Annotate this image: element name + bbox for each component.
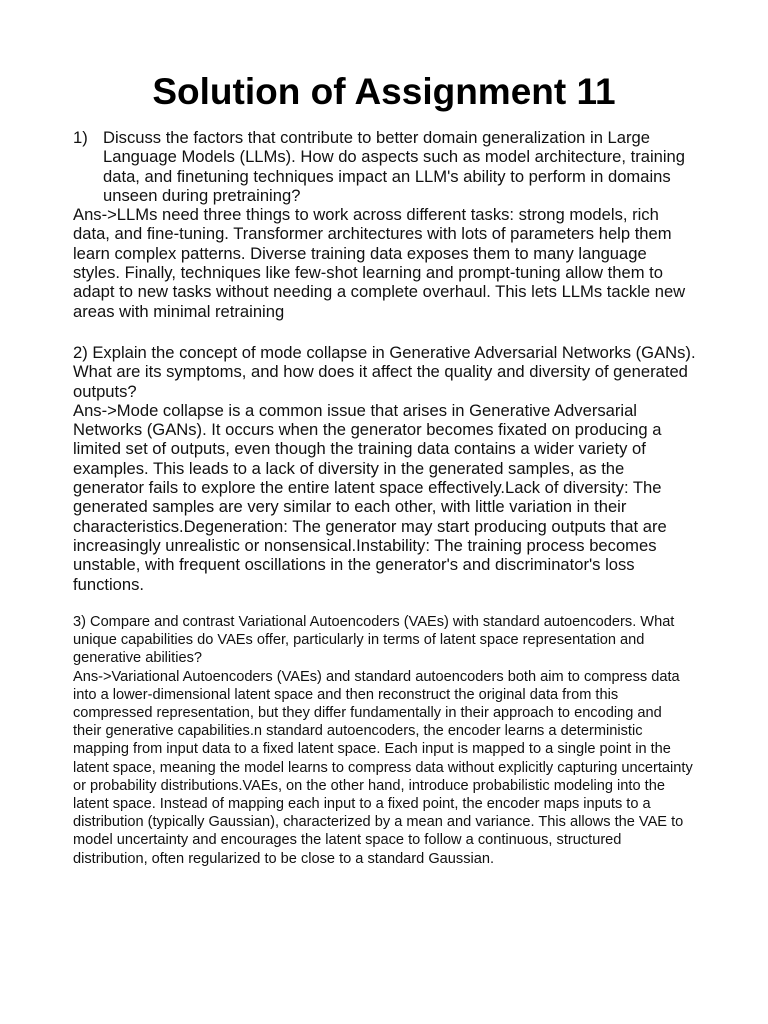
answer-3-text: Ans->Variational Autoencoders (VAEs) and standard autoencoders both aim to compress data into a lower-dimensional latent space and then reconstruct the original data from this compressed representation, but they differ fundamentally in their approach to encoding and their generative capabilities.n standard autoencoders, the encoder learns a deterministic mapping from input data to a fixed latent space. Each input is mapped to a single point in the latent space, meaning the model learns to compress data without explicitly capturing uncertainty or probability distributions.VAEs, on the other hand, introduce probabilistic modeling into the latent space. Instead of mapping each input to a fixed point, the encoder maps inputs to a distribution (typically Gaussian), characterized by a mean and variance. This allows the VAE to model uncertainty and encourages the latent space to follow a continuous, structured distribution, often regularized to be close to a standard Gaussian. [73, 668, 693, 867]
question-3-text: 3) Compare and contrast Variational Autoencoders (VAEs) with standard autoencoders. What unique capabilities do VAEs offer, particularly in terms of latent space representation and generative abilities? [73, 614, 675, 667]
answer-1-text: Ans->LLMs need three things to work across different tasks: strong models, rich data, and fine-tuning. Transformer architectures with lots of parameters help them learn complex patterns. Diverse training data exposes them to many language styles. Finally, techniques like few-shot learning and prompt-tuning allow them to adapt to new tasks without needing a complete overhaul. This lets LLMs tackle new areas with minimal retraining [73, 205, 686, 321]
question-1-number: 1) [73, 128, 88, 147]
question-2-section [73, 343, 697, 594]
question-1-text: Discuss the factors that contribute to better domain generalization in Large Language Models (LLMs). How do aspects such as model architecture, training data, and finetuning techniques impact an LLM's ability to perform in domains unseen during pretraining? [103, 128, 686, 205]
answer-2-text: Ans->Mode collapse is a common issue that arises in Generative Adversarial Networks (GANs). It occurs when the generator becomes fixated on producing a limited set of outputs, even though the training data contains a wider variety of examples. This leads to a lack of diversity in the generated samples, as the generator fails to explore the entire latent space effectively.Lack of diversity: The generated samples are very similar to each other, with little variation in their characteristics.Degeneration: The generator may start producing outputs that are increasingly unrealistic or nonsensical.Instability: The training process becomes unstable, with frequent oscillations in the generator's and discriminator's loss functions. [73, 400, 667, 594]
question-1 [73, 128, 697, 205]
question-2-text: 2) Explain the concept of mode collapse in Generative Adversarial Networks (GANs). What are its symptoms, and how does it affect the quality and diversity of generated outputs? [73, 343, 696, 401]
question-1-section [73, 128, 697, 321]
question-3-section [73, 613, 693, 868]
document-title: Solution of Assignment 11 [152, 71, 616, 112]
